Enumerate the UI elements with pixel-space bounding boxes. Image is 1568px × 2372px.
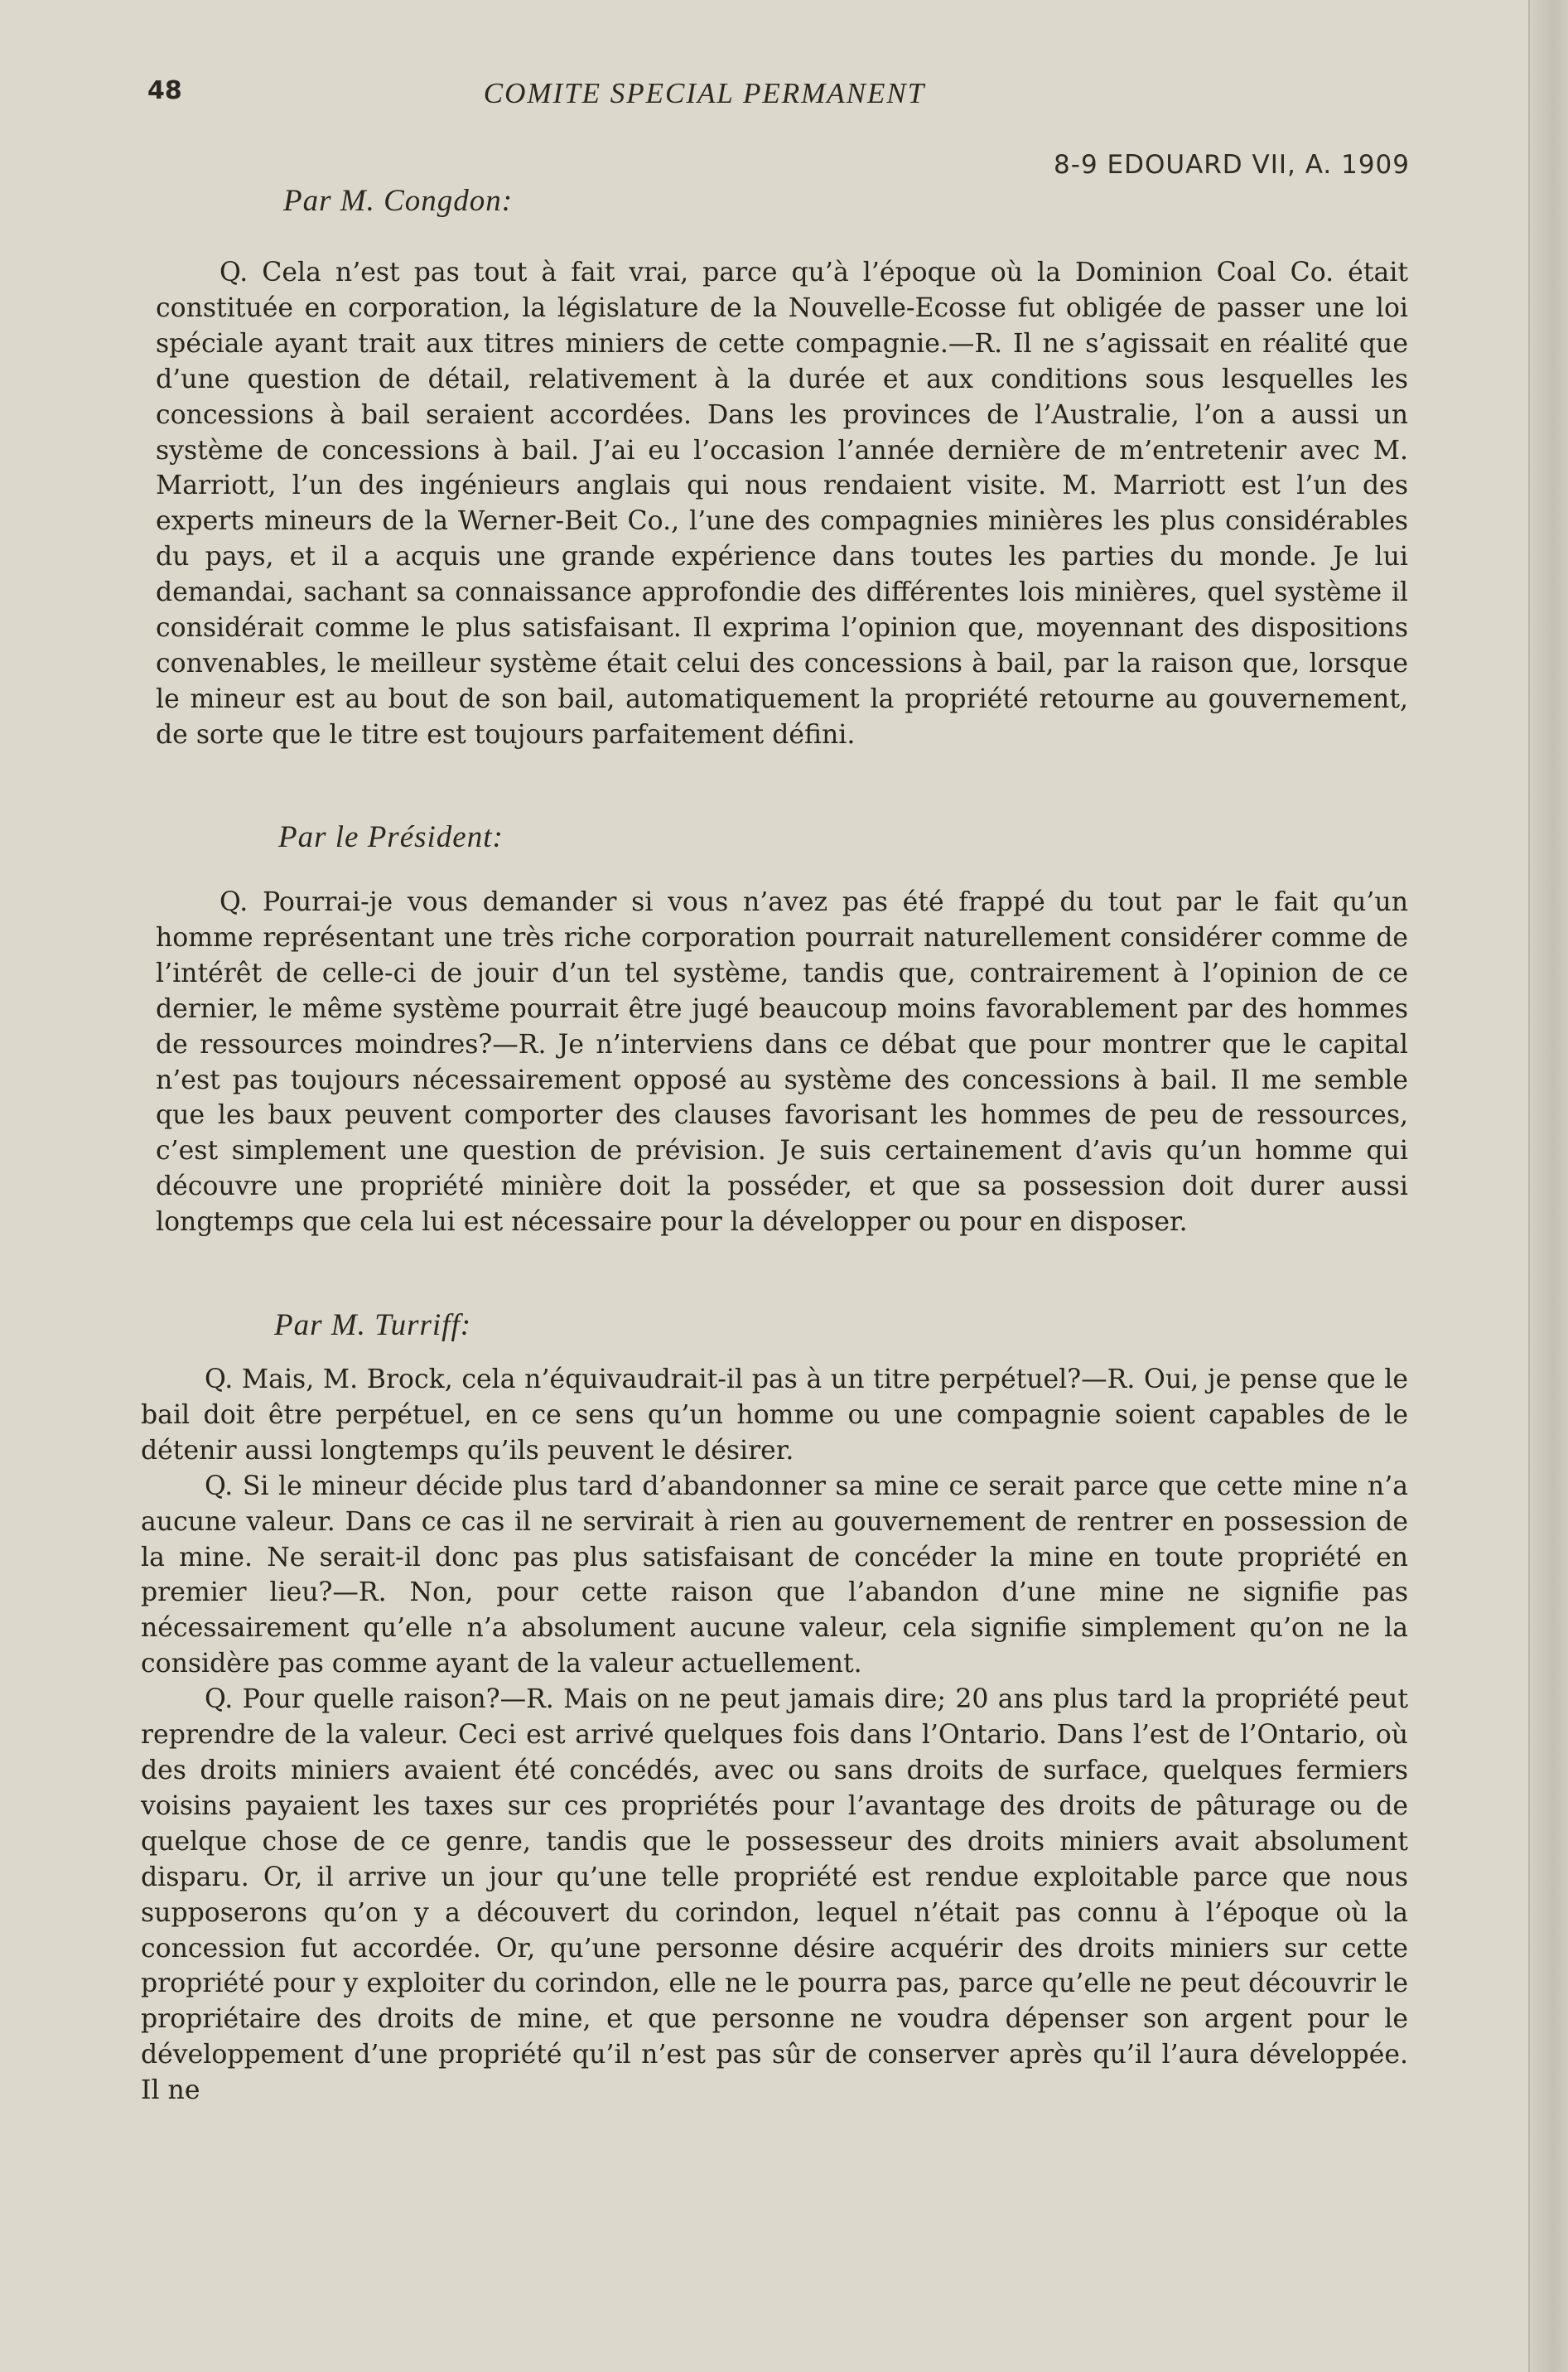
paragraph: Q. Pourrai-je vous demander si vous n’avez pas été frappé du tout par le fait qu’un homme représentant une très riche corporation pourrait naturellement considérer comme de l’intérêt de celle-ci de jouir d’un tel système, tandis que, contrairement à l’opinion de ce dernier, le même système pourrait être jugé beaucoup moins favorablement par des hommes de ressources moindres?—R. Je n’interviens dans ce débat que pour montrer que le capital n’est pas toujours nécessairement opposé au système des concessions à bail. Il me semble que les baux peuvent comporter des clauses favorisant les hommes de peu de ressources, c’est simplement une question de prévision. Je suis certainement d’avis qu’un homme qui découvre une propriété minière doit la posséder, et que sa possession doit durer aussi longtemps que cela lui est nécessaire pour la développer ou pour en disposer.	[156, 887, 1408, 1238]
paragraph: Q. Mais, M. Brock, cela n’équivaudrait-il pas à un titre perpétuel?—R. Oui, je pense que le bail doit être perpétuel, en ce sens qu’un homme ou une compagnie soient capables de le détenir aussi longtemps qu’ils peuvent le désirer.	[141, 1365, 1408, 1466]
page-gutter-edge	[1528, 0, 1568, 2372]
running-title	[0, 77, 1568, 110]
running-title-text: COMITE SPECIAL PERMANENT	[483, 77, 926, 109]
section-president	[156, 885, 1408, 1240]
paragraph: Q. Pour quelle raison?—R. Mais on ne peut jamais dire; 20 ans plus tard la propriété peut reprendre de la valeur. Ceci est arrivé quelques fois dans l’Ontario. Dans l’est de l’Ontario, où des droits miniers avaient été concédés, avec ou sans droits de surface, quelques fermiers voisins payaient les taxes sur ces propriétés pour l’avantage des droits de pâturage ou de quelque chose de ce genre, tandis que le possesseur des droits miniers avait absolument disparu. Or, il arrive un jour qu’une telle propriété est rendue exploitable parce que nous supposerons qu’on y a découvert du corindon, lequel n’était pas connu à l’époque où la concession fut accordée. Or, qu’une personne désire acquérir des droits miniers sur cette propriété pour y exploiter du corindon, elle ne le pourra pas, parce qu’elle ne peut découvrir le propriétaire des droits de mine, et que personne ne voudra dépenser son argent pour le développement d’une propriété qu’il n’est pas sûr de conserver après qu’il l’aura développée. Il ne	[141, 1684, 1408, 2106]
speaker-heading-congdon: Par M. Congdon:	[283, 184, 514, 218]
paragraph: Q. Si le mineur décide plus tard d’abandonner sa mine ce serait parce que cette mine n’a aucune valeur. Dans ce cas il ne servirait à rien au gouvernement de rentrer en possession de la mine. Ne serait-il donc pas plus satisfaisant de concéder la mine en toute propriété en premier lieu?—R. Non, pour cette raison que l’abandon d’une mine ne signifie pas nécessairement qu’elle n’a absolument aucune valeur, cela signifie simplement qu’on ne la considère pas comme ayant de la valeur actuellement.	[141, 1471, 1408, 1679]
section-congdon	[156, 255, 1408, 753]
speaker-heading-turriff: Par M. Turriff:	[274, 1308, 472, 1342]
speaker-heading-president: Par le Président:	[278, 820, 504, 854]
session-reference: 8-9 EDOUARD VII, A. 1909	[1054, 150, 1410, 180]
page-number: 48	[147, 76, 182, 105]
paragraph: Q. Cela n’est pas tout à fait vrai, parce qu’à l’époque où la Dominion Coal Co. était constituée en corporation, la législature de la Nouvelle-Ecosse fut obligée de passer une loi spéciale ayant trait aux titres miniers de cette compagnie.—R. Il ne s’agissait en réalité que d’une question de détail, relativement à la durée et aux conditions sous lesquelles les concessions à bail seraient accordées. Dans les provinces de l’Australie, l’on a aussi un système de concessions à bail. J’ai eu l’occasion l’année dernière de m’entretenir avec M. Marriott, l’un des ingénieurs anglais qui nous rendaient visite. M. Marriott est l’un des experts mineurs de la Werner-Beit Co., l’une des compagnies minières les plus considérables du pays, et il a acquis une grande expérience dans toutes les parties du monde. Je lui demandai, sachant sa connaissance approfondie des différentes lois minières, quel système il considérait comme le plus satisfaisant. Il exprima l’opinion que, moyennant des dispositions convenables, le meilleur système était celui des concessions à bail, par la raison que, lorsque le mineur est au bout de son bail, automatiquement la propriété retourne au gouvernement, de sorte que le titre est toujours parfaitement défini.	[156, 258, 1408, 750]
section-turriff	[141, 1362, 1408, 2109]
